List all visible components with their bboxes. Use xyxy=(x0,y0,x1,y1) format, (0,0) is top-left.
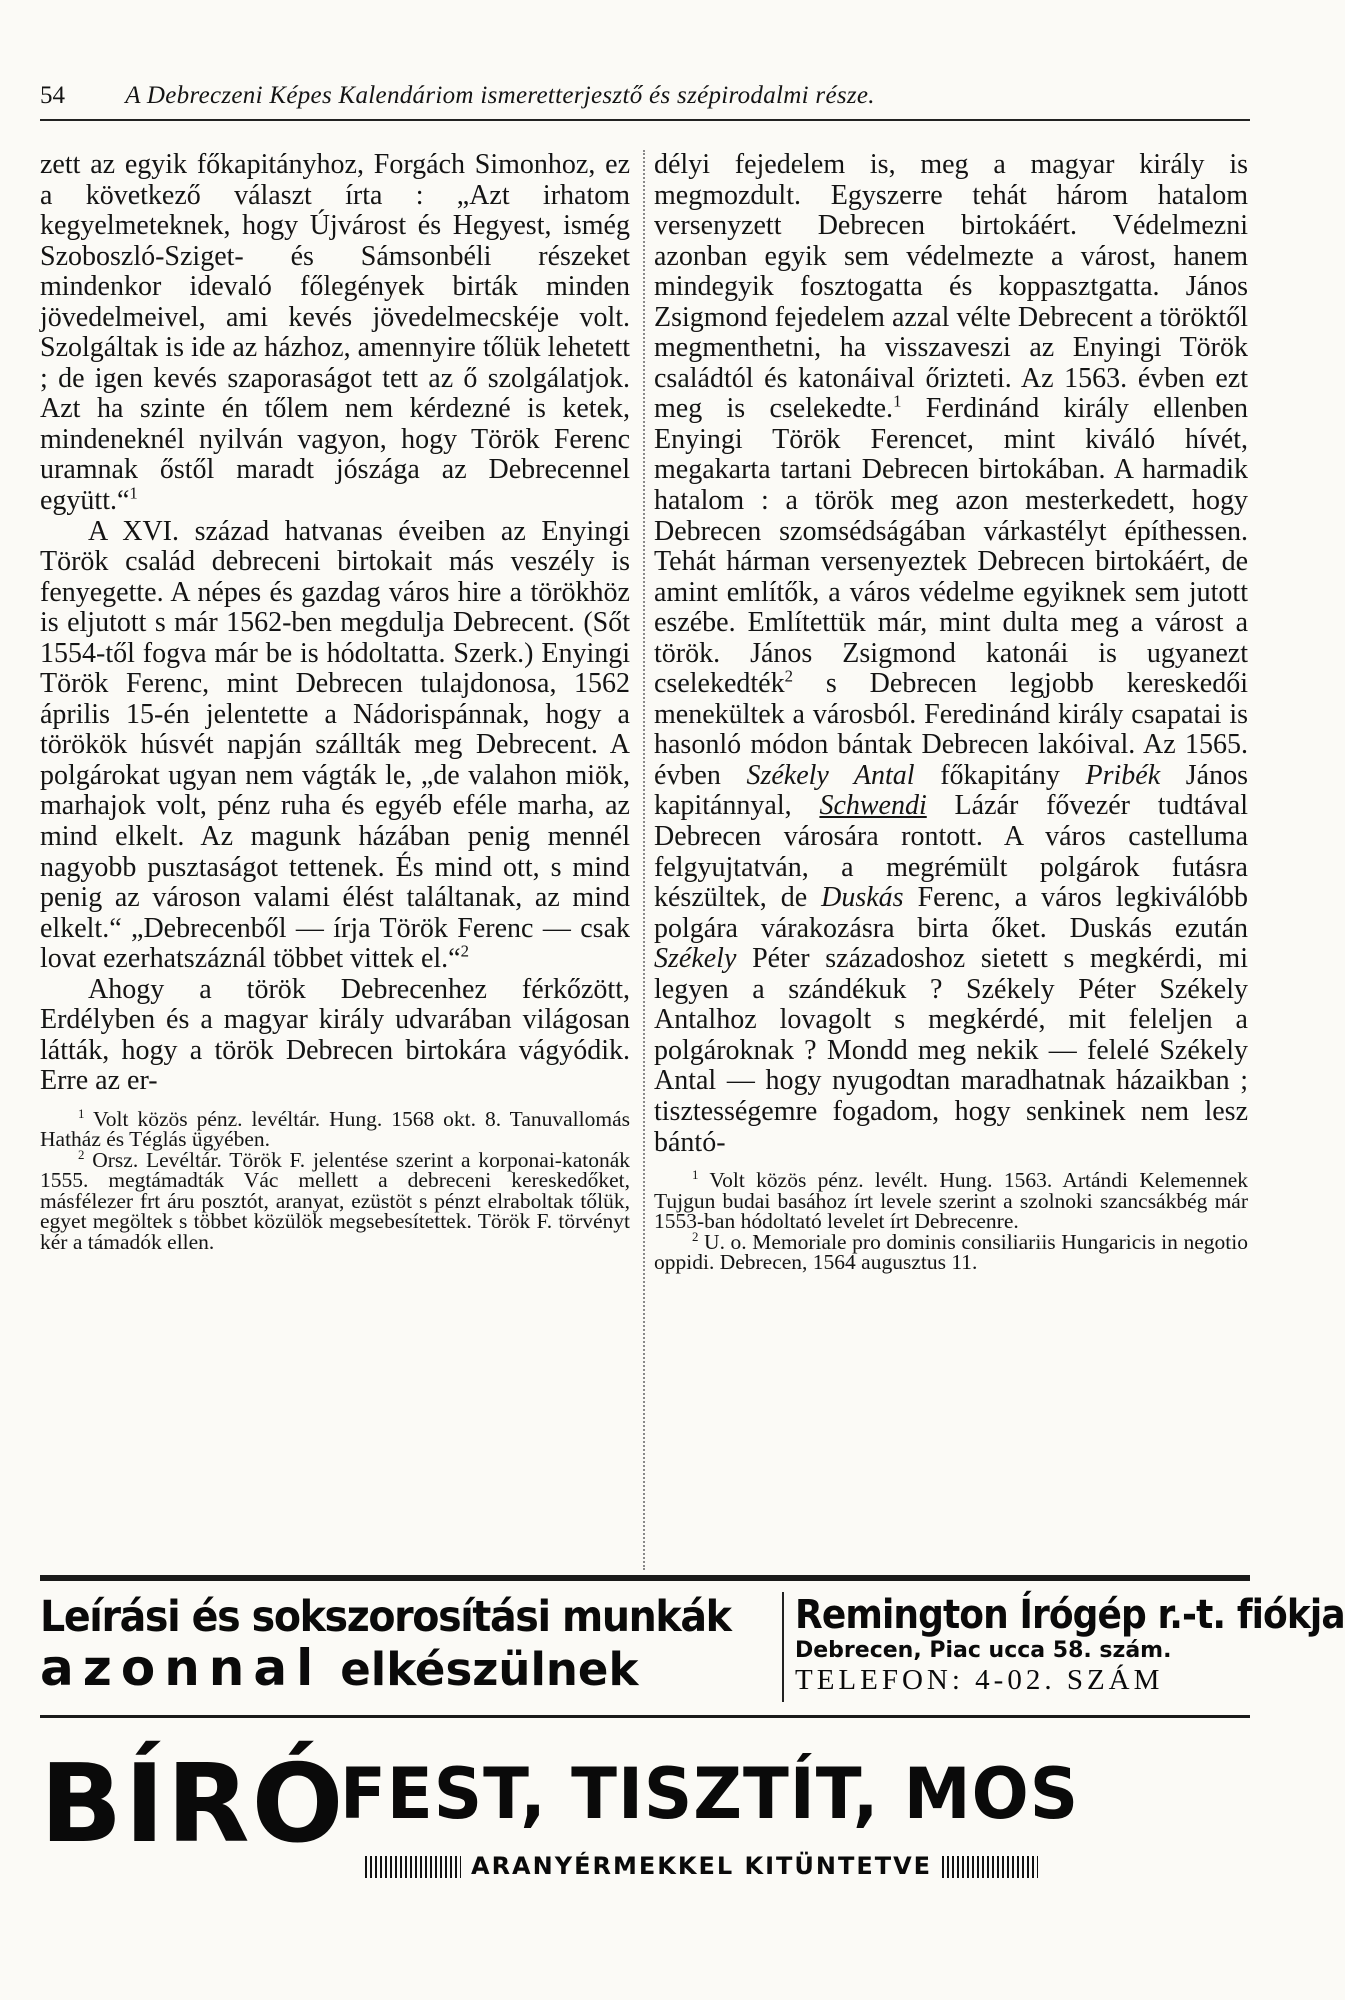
ad-remington-phone: TELEFON: 4-02. SZÁM xyxy=(795,1664,1164,1696)
ad-biro xyxy=(40,1725,1250,1975)
ad-remington-name: Remington Írógép r.-t. fiókja xyxy=(795,1592,1345,1638)
ad-printing-line2 xyxy=(40,1639,780,1697)
footnote-ref-2: 2 xyxy=(460,941,469,961)
footnote-ref-1: 1 xyxy=(893,392,902,412)
left-paragraph-2-text: A XVI. század hatvanas éveiben az Enyingi Török család debreceni birtokait más veszély is fenyegette. A népes és gazdag város hire a törökhöz is eljutott s már 1562-ben megdulja Debrecent. (Sőt 1554-től fogva már be is hódoltatta. Szerk.) Enyingi Török Ferenc, mint Debrecen tulajdonosa, 1562 április 15-én jelentette a Nádorispánnak, hogy a törökök húsvét napján szállták meg Debrecent. A polgárokat ugyan nem vágták le, „de valahon miök, marhajok volt, pénz ruha és egyéb eféle marha, az mind elkelt. Az magunk házában penig mennél nagyobb pusztaságot tettenek. És mind ott, s mind penig az városon valami élést találtanak, az mind elkelt.“ „Debrecenből — írja Török Ferenc — csak lovat ezerhatszáznál többet vittek el.“ xyxy=(40,515,630,975)
decorative-bars-right xyxy=(942,1856,1038,1878)
right-footnote-2 xyxy=(654,1229,1248,1275)
footnote-ref-1: 1 xyxy=(129,483,138,503)
ad-biro-award-line xyxy=(355,1850,1048,1882)
right-footnote-1-text: Volt közös pénz. levélt. Hung. 1563. Artándi Kelemennek Tujgun budai basához írt levele szerint a szolnoki szancsákbég már 1553-ban hódoltató levelet írt Debrecenre. xyxy=(654,1168,1248,1234)
ad-printing-line1: Leírási és sokszorosítási munkák xyxy=(40,1592,731,1642)
right-text-a: délyi fejedelem is, meg a magyar király is megmozdult. Egyszerre tehát három hatalom versenyzett Debrecen birtokáért. Védelmezni azonban egyik sem védelmezte a várost, hanem mindegyik fosztogatta és koppasztgatta. János Zsigmond fejedelem azzal vélte Debrecent a töröktől megmenthetni, ha visszaveszi az Enyingi Török családtól és katonáival őrizteti. Az 1563. évben ezt meg is cselekedte. xyxy=(654,149,1248,425)
ad-remington-address: Debrecen, Piac ucca 58. szám. xyxy=(795,1638,1172,1663)
footnote-ref-2: 2 xyxy=(784,666,793,686)
name-szekely: Székely xyxy=(654,943,737,975)
name-pribek: Pribék xyxy=(1085,759,1161,791)
ad-printing-services xyxy=(40,1592,780,1697)
footnote-mark: 1 xyxy=(692,1167,699,1182)
ads-top-rule xyxy=(40,1575,1250,1581)
right-text-h: Péter századoshoz sietett s megkérdi, mi legyen a szándékuk ? Székely Péter Székely Antalhoz lovagolt s megkérdé, mit feleljen a polgároknak ? Mondd meg nekik — felelé Székely Antal — hogy nyugodtan maradhatnak házaikban ; tisztességemre fogadom, hogy senkinek nem lesz bántó- xyxy=(654,943,1248,1158)
ad-remington xyxy=(795,1592,1345,1702)
right-text-b: Ferdinánd király ellenben Enyingi Török Ferencet, mint kiváló hívét, megakarta tartani Debrecen birtokában. A harmadik hatalom : a török meg azon mesterkedett, hogy Debrecen szomsédságában várkastélyt építhessen. Tehát hárman versenyeztek Debrecen birtokáért, de amint említők, a város védelme egyiknek sem jutott eszébe. Említettük már, mint dulta meg a várost a török. János Zsigmond katonái is ugyanezt cselekedték xyxy=(654,393,1248,700)
left-footnote-2 xyxy=(40,1147,631,1254)
left-footnotes xyxy=(40,1106,631,1254)
ad-printing-ready: elkészülnek xyxy=(340,1643,639,1696)
ad-divider xyxy=(782,1592,784,1702)
ad-biro-slogan: FEST, TISZTÍT, MOS xyxy=(340,1753,1080,1835)
right-text-e: János kapitánnyal, xyxy=(654,759,1248,822)
left-column xyxy=(40,150,630,1252)
right-footnote-1 xyxy=(654,1167,1248,1234)
left-paragraph-1-text: zett az egyik főkapitányhoz, Forgách Simonhoz, ez a következő választ írta : „Azt irhatom kegyelmeteknek, hogy Újvárost és Hegyest, ismég Szoboszló-Sziget- és Sámsonbéli részeket mindenkor idevaló főlegények birták minden jövedelmeivel, ami kevés jövedelmecskéje volt. Szolgáltak is ide az házhoz, amennyire tőlük lehetett ; de igen kevés szaporaságot tett az ő szolgálatjok. Azt ha szinte én tőlem nem kérdezné is ketek, mindeneknél nyilván vagyon, hogy Török Ferenc uramnak őstől maradt jószága az Debrecennel együtt.“ xyxy=(40,149,630,517)
footnote-mark: 1 xyxy=(78,1106,85,1121)
decorative-bars-left xyxy=(365,1856,461,1878)
left-paragraph-1 xyxy=(40,150,630,517)
left-footnote-2-text: Orsz. Levéltár. Török F. jelentése szerint a korponai-katonák 1555. megtámadták Vác mellett a debreceni kereskedőket, másfélezer frt áru posztót, aranyat, ezüstöt s pénzt elraboltak tőlük, egyet megöltek s többet közülök megsebesítettek. Török F. törvényt kér a támadók ellen. xyxy=(40,1147,631,1254)
header-rule xyxy=(40,119,1250,121)
name-duskas: Duskás xyxy=(821,882,904,914)
name-szekely-antal: Székely Antal xyxy=(746,759,915,791)
running-header xyxy=(40,82,1250,116)
left-paragraph-2 xyxy=(40,517,630,975)
page-number: 54 xyxy=(40,82,65,109)
right-paragraph-1 xyxy=(654,150,1248,1158)
ad-biro-brand: BÍRÓ xyxy=(40,1742,346,1867)
ads-middle-rule xyxy=(40,1715,1250,1718)
left-footnote-1-text: Volt közös pénz. levéltár. Hung. 1568 okt. 8. Tanuvallomás Hatház és Téglás ügyében. xyxy=(40,1106,630,1152)
footnote-mark: 2 xyxy=(78,1147,85,1162)
right-footnote-2-text: U. o. Memoriale pro dominis consiliariis Hungaricis in negotio oppidi. Debrecen, 1564 augusztus 11. xyxy=(654,1229,1248,1275)
column-divider xyxy=(643,150,646,1570)
right-column xyxy=(654,150,1248,1273)
right-text-f: Lázár fővezér tudtával Debrecen városára rontott. A város castelluma felgyujtatván, a megrémült polgárok futásra készültek, de xyxy=(654,790,1248,914)
right-text-c: s Debrecen legjobb kereskedői menekültek a városból. Feredinánd király csapatai is hasonló módon bántak Debrecen lakóival. Az 1565. évben xyxy=(654,668,1248,791)
right-text-d: főkapitány xyxy=(914,759,1086,791)
ad-printing-immediately: azonnal xyxy=(40,1639,323,1697)
running-title: A Debreczeni Képes Kalendáriom ismeretterjesztő és szépirodalmi része. xyxy=(125,82,875,109)
right-text-g: Ferenc, a város legkiválóbb polgára várakozásra birta őket. Duskás ezután xyxy=(654,882,1248,944)
footnote-mark: 2 xyxy=(692,1229,699,1244)
left-footnote-1 xyxy=(40,1106,630,1152)
ad-biro-award: ARANYÉRMEKKEL KITÜNTETVE xyxy=(471,1852,933,1880)
right-footnotes xyxy=(654,1167,1248,1275)
left-paragraph-3: Ahogy a török Debrecenhez férkőzött, Erdélyben és a magyar király udvarában világosan látták, hogy a török Debrecen birtokára vágyódik. Erre az er- xyxy=(40,973,630,1097)
name-schwendi: Schwendi xyxy=(819,790,927,822)
